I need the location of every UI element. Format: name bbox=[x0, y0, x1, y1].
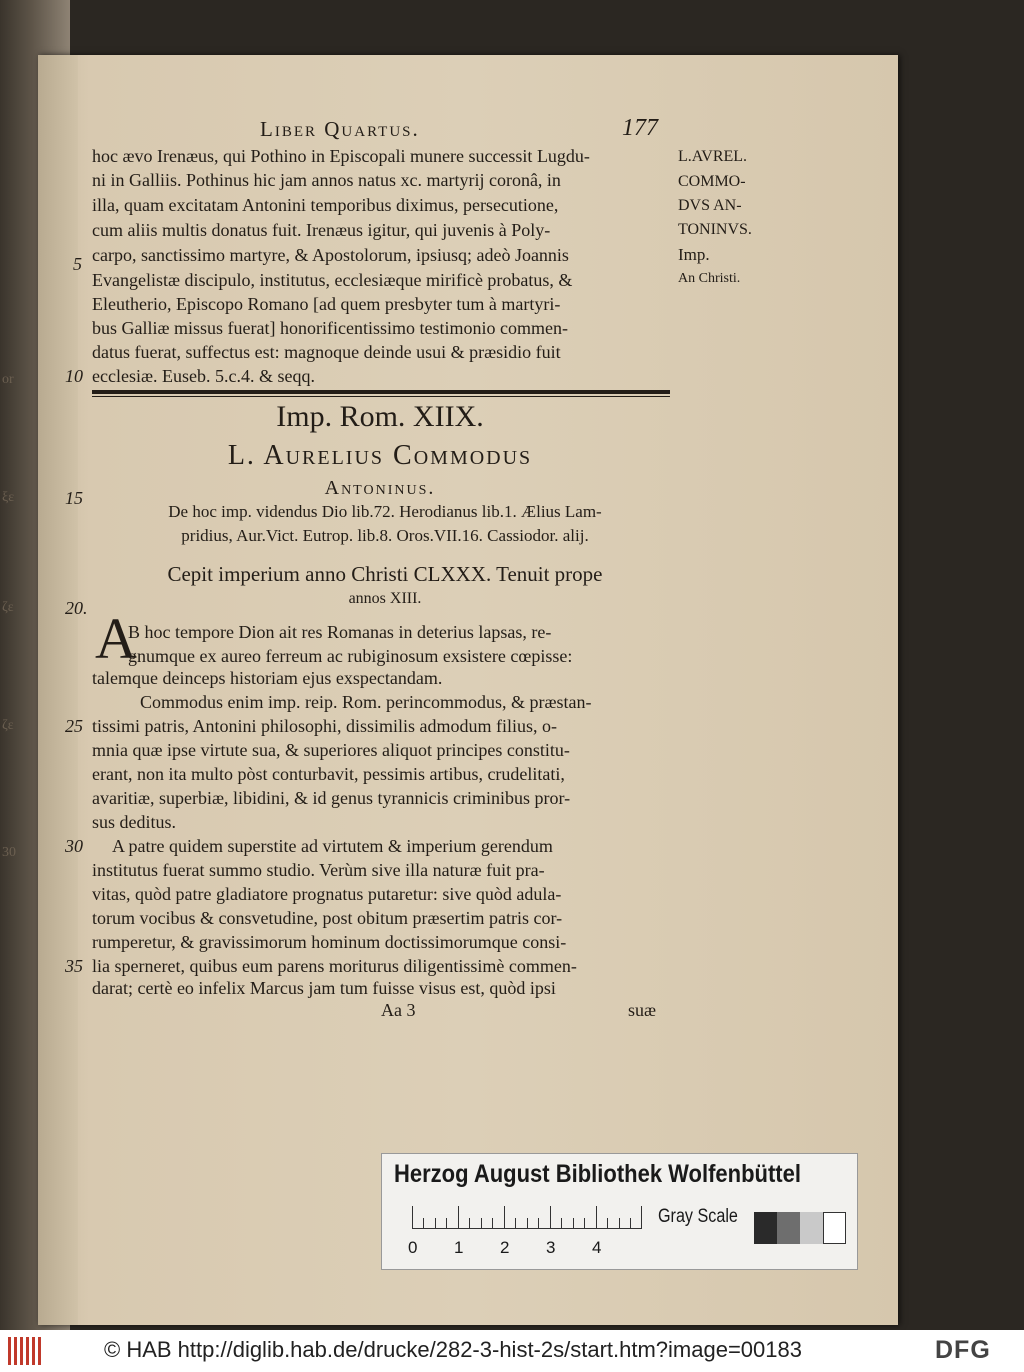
section-rule-thin bbox=[92, 396, 670, 397]
text-line: illa, quam excitatam Antonini temporibus diximus, persecutione, bbox=[92, 195, 559, 215]
gray-scale-label: Gray Scale bbox=[658, 1206, 738, 1227]
text-line: carpo, sanctissimo martyre, & Apostolorum, ipsiusq; adeò Joannis bbox=[92, 245, 569, 265]
text-line: mnia quæ ipse virtute sua, & superiores aliquot principes constitu- bbox=[92, 740, 570, 760]
line-number: 15 bbox=[65, 488, 83, 508]
bleed-mark: 30 bbox=[2, 845, 16, 860]
ruler-tick bbox=[584, 1218, 585, 1228]
line-number: 25 bbox=[65, 716, 83, 736]
line-number: 10 bbox=[65, 366, 83, 386]
line-number: 35 bbox=[65, 956, 83, 976]
ruler-tick bbox=[538, 1218, 539, 1228]
sources-line: pridius, Aur.Vict. Eutrop. lib.8. Oros.VII.16. Cassiodor. alij. bbox=[181, 526, 589, 545]
text-line: avaritiæ, superbiæ, libidini, & id genus tyrannicis criminibus pror- bbox=[92, 788, 571, 808]
library-name: Herzog August Bibliothek Wolfenbüttel bbox=[394, 1160, 801, 1188]
scale-number: 2 bbox=[500, 1238, 510, 1257]
section-rule bbox=[92, 390, 670, 394]
source-url[interactable]: © HAB http://diglib.hab.de/drucke/282-3-hist-2s/start.htm?image=00183 bbox=[104, 1337, 802, 1362]
ruler-tick bbox=[619, 1218, 620, 1228]
text-line: tissimi patris, Antonini philosophi, dissimilis admodum filius, o- bbox=[92, 716, 558, 736]
bleed-mark: ξε bbox=[2, 490, 15, 505]
ruler-tick bbox=[435, 1218, 436, 1228]
text-line: cum aliis multis donatus fuit. Irenæus igitur, qui juvenis à Poly- bbox=[92, 220, 551, 240]
library-color-card bbox=[381, 1153, 858, 1270]
margin-note-line: TONINVS. bbox=[678, 221, 752, 238]
text-line: Commodus enim imp. reip. Rom. perincommodus, & præstan- bbox=[140, 692, 592, 712]
ruler-tick bbox=[458, 1206, 459, 1228]
emperor-name-2: Antoninus. bbox=[324, 477, 436, 499]
margin-note-line: COMMO- bbox=[678, 173, 746, 190]
text-line: gnumque ex aureo ferreum ac rubiginosum exsistere cœpisse: bbox=[128, 646, 573, 666]
text-line: datus fuerat, suffectus est: magnoque deinde usui & præsidio fuit bbox=[92, 342, 561, 362]
ruler-scale bbox=[412, 1206, 642, 1229]
margin-note-line: DVS AN- bbox=[678, 197, 742, 214]
line-number: 20. bbox=[65, 598, 88, 618]
ruler-tick bbox=[481, 1218, 482, 1228]
text-line: torum vocibus & consvetudine, post obitum præsertim patris cor- bbox=[92, 908, 563, 928]
emperor-name: L. Aurelius Commodus bbox=[227, 440, 533, 471]
text-line: Eleutherio, Episcopo Romano [ad quem presbyter tum à martyri- bbox=[92, 294, 561, 314]
text-line: sus deditus. bbox=[92, 812, 177, 832]
scale-number: 1 bbox=[454, 1238, 464, 1257]
page-number: 177 bbox=[622, 115, 658, 141]
text-line: Evangelistæ discipulo, institutus, ecclesiæque mirificè probatus, & bbox=[92, 270, 573, 290]
ruler-tick bbox=[596, 1206, 597, 1228]
margin-note-line: Imp. bbox=[678, 245, 710, 264]
text-line: B hoc tempore Dion ait res Romanas in deterius lapsas, re- bbox=[128, 622, 552, 642]
signature-mark: Aa 3 bbox=[381, 1000, 416, 1020]
line-number: 30 bbox=[65, 836, 83, 856]
section-title: Imp. Rom. XIIX. bbox=[276, 400, 484, 433]
reign-line: annos XIII. bbox=[348, 590, 422, 607]
margin-note-line: L.AVREL. bbox=[678, 148, 748, 165]
ruler-tick bbox=[561, 1218, 562, 1228]
ruler-tick bbox=[573, 1218, 574, 1228]
ruler-tick bbox=[492, 1218, 493, 1228]
bleed-mark: or bbox=[2, 372, 14, 387]
text-line: ni in Galliis. Pothinus hic jam annos natus xc. martyrij coronâ, in bbox=[92, 170, 561, 190]
ruler-tick bbox=[446, 1218, 447, 1228]
scale-number: 4 bbox=[592, 1238, 602, 1257]
bleed-mark: ζε bbox=[2, 718, 14, 733]
ruler-tick bbox=[607, 1218, 608, 1228]
text-line: vitas, quòd patre gladiatore prognatus putaretur: sive quòd adula- bbox=[92, 884, 562, 904]
ruler-tick bbox=[412, 1206, 413, 1228]
gray-swatch-white bbox=[823, 1212, 846, 1244]
scale-number: 3 bbox=[546, 1238, 556, 1257]
ruler-tick bbox=[630, 1218, 631, 1228]
text-line: erant, non ita multo pòst conturbavit, pessimis artibus, crudelitati, bbox=[92, 764, 565, 784]
text-line: ecclesiæ. Euseb. 5.c.4. & seqq. bbox=[92, 366, 315, 386]
ruler-tick bbox=[641, 1206, 642, 1228]
gray-swatch-light bbox=[800, 1212, 823, 1244]
page-gutter bbox=[38, 55, 78, 1325]
scale-number: 0 bbox=[408, 1238, 418, 1257]
footer-bar bbox=[0, 1330, 1024, 1372]
text-line: institutus fuerat summo studio. Verùm sive illa naturæ fuit pra- bbox=[92, 860, 545, 880]
dfg-logo: DFG bbox=[935, 1336, 991, 1364]
hab-logo-icon bbox=[8, 1337, 44, 1365]
text-line: bus Galliæ missus fuerat] honorificentissimo testimonio commen- bbox=[92, 318, 568, 338]
text-line: rumperetur, & gravissimorum hominum doctissimorumque consi- bbox=[92, 932, 567, 952]
ruler-tick bbox=[423, 1218, 424, 1228]
text-line: hoc ævo Irenæus, qui Pothino in Episcopali munere successit Lugdu- bbox=[92, 146, 590, 166]
bleed-mark: ζε bbox=[2, 600, 14, 615]
ruler-tick bbox=[504, 1206, 505, 1228]
ruler-tick bbox=[527, 1218, 528, 1228]
text-line: lia sperneret, quibus eum parens moriturus diligentissimè commen- bbox=[92, 956, 577, 976]
text-line: A patre quidem superstite ad virtutem & imperium gerendum bbox=[112, 836, 553, 856]
text-line: talemque deinceps historiam ejus exspectandam. bbox=[92, 668, 443, 688]
ruler-tick bbox=[469, 1218, 470, 1228]
ruler-tick bbox=[515, 1218, 516, 1228]
ruler-tick bbox=[550, 1206, 551, 1228]
line-number: 5 bbox=[73, 254, 82, 274]
drop-cap: A bbox=[95, 606, 137, 671]
text-line: darat; certè eo infelix Marcus jam tum fuisse visus est, quòd ipsi bbox=[92, 978, 556, 998]
running-head: Liber Quartus. bbox=[260, 117, 420, 141]
margin-note-line: An Christi. bbox=[678, 271, 741, 286]
gray-swatch-black bbox=[754, 1212, 777, 1244]
catchword: suæ bbox=[628, 1000, 657, 1020]
reign-line: Cepit imperium anno Christi CLXXX. Tenuit prope bbox=[167, 562, 603, 586]
sources-line: De hoc imp. videndus Dio lib.72. Herodianus lib.1. Ælius Lam- bbox=[168, 502, 602, 521]
gray-swatch-dark bbox=[777, 1212, 800, 1244]
